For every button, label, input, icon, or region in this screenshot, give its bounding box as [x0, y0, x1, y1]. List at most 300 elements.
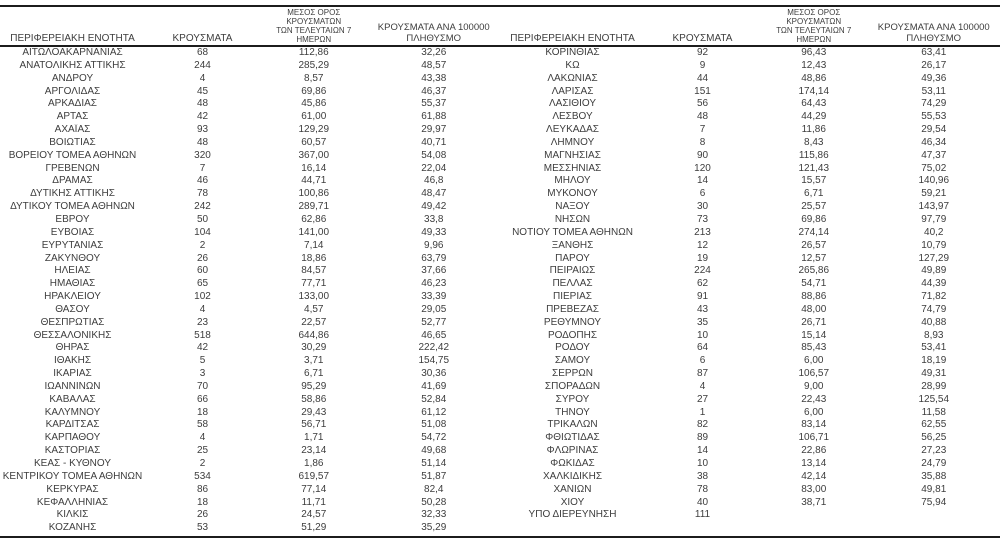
table-row	[0, 381, 500, 394]
avg7-cell: 26,57	[801, 239, 827, 251]
avg7-cell: 133,00	[298, 291, 330, 303]
region-cell: ΚΑΒΑΛΑΣ	[49, 393, 96, 405]
cases-cell: 87	[696, 368, 709, 380]
region-cell: ΠΡΕΒΕΖΑΣ	[546, 303, 599, 315]
per100k-cell: 32,33	[421, 509, 447, 521]
table-row	[500, 253, 1000, 266]
cases-cell: 42	[196, 342, 209, 354]
table-row	[500, 497, 1000, 510]
table-row	[0, 86, 500, 99]
header-region: ΠΕΡΙΦΕΡΕΙΑΚΗ ΕΝΟΤΗΤΑ	[510, 33, 635, 44]
cases-cell: 7	[199, 162, 206, 174]
table-row	[500, 291, 1000, 304]
table-row	[500, 432, 1000, 445]
cases-cell: 43	[696, 303, 709, 315]
table-row	[500, 304, 1000, 317]
table-left-panel	[0, 7, 500, 535]
per100k-cell: 44,39	[921, 278, 947, 290]
region-cell: ΗΛΕΙΑΣ	[54, 265, 91, 277]
cases-cell: 91	[696, 291, 709, 303]
avg7-cell: 11,86	[801, 124, 826, 136]
cases-cell: 50	[196, 213, 209, 225]
cases-cell: 4	[199, 432, 206, 444]
cases-cell: 40	[696, 496, 709, 508]
table-row	[0, 355, 500, 368]
table-row	[0, 291, 500, 304]
table-row	[500, 458, 1000, 471]
avg7-cell: 48,86	[801, 72, 827, 84]
per100k-cell: 52,84	[421, 393, 447, 405]
cases-cell: 62	[696, 278, 709, 290]
cases-cell: 48	[696, 111, 709, 123]
table-row	[500, 201, 1000, 214]
avg7-cell: 96,43	[801, 47, 827, 58]
region-cell: ΑΙΤΩΛΟΑΚΑΡΝΑΝΙΑΣ	[22, 47, 123, 58]
avg7-cell: 129,29	[298, 124, 330, 136]
region-cell: ΧΑΝΙΩΝ	[553, 483, 592, 495]
per100k-cell: 54,72	[421, 432, 447, 444]
per100k-cell: 18,19	[921, 355, 947, 367]
cases-cell: 65	[196, 278, 209, 290]
avg7-cell: 274,14	[798, 226, 830, 238]
per100k-cell: 75,94	[921, 496, 947, 508]
table-row	[0, 509, 500, 522]
per100k-cell: 51,87	[421, 470, 447, 482]
per100k-cell: 222,42	[418, 342, 450, 354]
table-row	[0, 73, 500, 86]
avg7-cell: 62,86	[301, 213, 327, 225]
avg7-cell: 265,86	[798, 265, 830, 277]
cases-cell: 35	[696, 316, 709, 328]
per100k-cell: 125,54	[918, 393, 950, 405]
region-cell: ΣΠΟΡΑΔΩΝ	[544, 380, 601, 392]
header-per100k-line1: ΚΡΟΥΣΜΑΤΑ ΑΝΑ 100000	[377, 22, 490, 33]
cases-cell: 56	[696, 98, 709, 110]
cases-cell: 14	[696, 445, 709, 457]
cases-cell: 244	[194, 59, 211, 71]
header-region: ΠΕΡΙΦΕΡΕΙΑΚΗ ΕΝΟΤΗΤΑ	[10, 33, 135, 44]
avg7-cell: 106,57	[798, 368, 830, 380]
table-row	[0, 188, 500, 201]
cases-cell: 3	[199, 368, 206, 380]
cases-cell: 25	[196, 445, 209, 457]
table-right-header-row	[500, 7, 1000, 47]
cases-cell: 68	[196, 47, 209, 58]
table-row	[500, 419, 1000, 432]
avg7-cell: 44,71	[301, 175, 327, 187]
region-cell: ΘΕΣΣΑΛΟΝΙΚΗΣ	[33, 329, 112, 341]
per100k-cell: 30,36	[421, 368, 447, 380]
per100k-cell: 29,54	[921, 124, 947, 136]
region-cell: ΕΥΒΟΙΑΣ	[50, 226, 95, 238]
region-cell: ΑΝΑΤΟΛΙΚΗΣ ΑΤΤΙΚΗΣ	[19, 59, 126, 71]
per100k-cell: 33,8	[424, 213, 444, 225]
region-cell: ΜΑΓΝΗΣΙΑΣ	[544, 149, 601, 161]
cases-cell: 66	[196, 393, 209, 405]
region-cell: ΑΧΑΪΑΣ	[54, 124, 91, 136]
per100k-cell: 27,23	[921, 445, 947, 457]
avg7-cell: 84,57	[301, 265, 327, 277]
avg7-cell: 83,00	[801, 483, 827, 495]
per100k-cell: 49,89	[921, 265, 947, 277]
cases-cell: 151	[694, 85, 711, 97]
region-cell: ΒΟΡΕΙΟΥ ΤΟΜΕΑ ΑΘΗΝΩΝ	[8, 149, 137, 161]
per100k-cell: 32,26	[421, 47, 447, 58]
avg7-cell: 18,86	[301, 252, 327, 264]
cases-cell: 64	[696, 342, 709, 354]
per100k-cell: 62,55	[921, 419, 947, 431]
table-row	[500, 368, 1000, 381]
per100k-cell: 51,14	[421, 458, 447, 469]
cases-cell: 10	[696, 458, 709, 469]
region-cell: ΡΕΘΥΜΝΟΥ	[543, 316, 602, 328]
table-row	[500, 240, 1000, 253]
table-row	[0, 163, 500, 176]
table-row	[0, 471, 500, 484]
per100k-cell: 41,69	[421, 380, 447, 392]
cases-cell: 46	[196, 175, 209, 187]
region-cell: ΔΥΤΙΚΟΥ ΤΟΜΕΑ ΑΘΗΝΩΝ	[10, 201, 135, 213]
region-cell: ΑΡΚΑΔΙΑΣ	[48, 98, 97, 110]
region-cell: ΒΟΙΩΤΙΑΣ	[49, 136, 96, 148]
avg7-cell: 48,00	[801, 303, 827, 315]
avg7-cell: 26,71	[801, 316, 827, 328]
cases-cell: 30	[696, 201, 709, 213]
region-cell: ΚΕΦΑΛΛΗΝΙΑΣ	[36, 496, 109, 508]
table-panels	[0, 7, 1000, 535]
per100k-cell: 35,29	[421, 522, 447, 534]
avg7-cell: 12,57	[801, 252, 827, 264]
avg7-cell: 112,86	[298, 47, 329, 58]
avg7-cell: 100,86	[298, 188, 330, 200]
region-cell: ΡΟΔΟΥ	[555, 342, 590, 354]
table-row	[0, 214, 500, 227]
region-cell: ΛΕΥΚΑΔΑΣ	[546, 124, 599, 136]
region-cell: ΚΑΡΔΙΤΣΑΣ	[45, 419, 100, 431]
avg7-cell: 174,14	[798, 85, 830, 97]
region-cell: ΚΑΣΤΟΡΙΑΣ	[44, 445, 101, 457]
region-cell: ΝΟΤΙΟΥ ΤΟΜΕΑ ΑΘΗΝΩΝ	[512, 226, 633, 238]
table-row	[0, 201, 500, 214]
per100k-cell: 61,12	[421, 406, 447, 418]
region-cell: ΘΑΣΟΥ	[55, 303, 90, 315]
per100k-cell: 33,39	[421, 291, 447, 303]
avg7-cell: 83,14	[801, 419, 827, 431]
table-row	[500, 317, 1000, 330]
avg7-cell: 22,57	[301, 316, 327, 328]
per100k-cell: 24,79	[921, 458, 947, 469]
region-cell: ΑΡΓΟΛΙΔΑΣ	[44, 85, 101, 97]
region-cell: ΙΘΑΚΗΣ	[53, 355, 92, 367]
table-row	[500, 509, 1000, 522]
cases-cell: 60	[196, 265, 209, 277]
avg7-cell: 38,71	[801, 496, 827, 508]
per100k-cell: 75,02	[921, 162, 947, 174]
avg7-cell: 77,14	[301, 483, 327, 495]
avg7-cell: 64,43	[801, 98, 827, 110]
region-cell: ΣΥΡΟΥ	[555, 393, 590, 405]
cases-cell: 58	[196, 419, 209, 431]
table-row	[500, 73, 1000, 86]
cases-cell: 38	[696, 470, 709, 482]
per100k-cell: 40,71	[421, 136, 447, 148]
table-row	[0, 317, 500, 330]
region-cell: ΧΙΟΥ	[560, 496, 585, 508]
table-row	[500, 278, 1000, 291]
avg7-cell: 16,14	[301, 162, 327, 174]
cases-cell: 89	[696, 432, 709, 444]
avg7-cell: 106,71	[798, 432, 830, 444]
avg7-cell: 24,57	[301, 509, 327, 521]
table-row	[0, 111, 500, 124]
table-row	[500, 330, 1000, 343]
table-row	[0, 330, 500, 343]
cases-cell: 102	[194, 291, 211, 303]
per100k-cell: 52,77	[421, 316, 447, 328]
avg7-cell: 44,29	[801, 111, 827, 123]
per100k-cell: 46,37	[421, 85, 447, 97]
region-cell: ΚΕΝΤΡΙΚΟΥ ΤΟΜΕΑ ΑΘΗΝΩΝ	[2, 470, 143, 482]
table-row	[500, 227, 1000, 240]
per100k-cell: 49,68	[421, 445, 447, 457]
per100k-cell: 40,88	[921, 316, 947, 328]
cases-cell: 104	[194, 226, 211, 238]
per100k-cell: 54,08	[421, 149, 447, 161]
table-row	[0, 98, 500, 111]
cases-cell: 14	[696, 175, 709, 187]
per100k-cell: 46,23	[421, 278, 447, 290]
avg7-cell: 42,14	[801, 470, 827, 482]
per100k-cell: 56,25	[921, 432, 947, 444]
cases-cell: 5	[199, 355, 206, 367]
cases-cell: 78	[196, 188, 209, 200]
avg7-cell: 69,86	[801, 213, 827, 225]
per100k-cell: 53,41	[921, 342, 947, 354]
region-cell: ΦΩΚΙΔΑΣ	[550, 458, 595, 469]
cases-cell: 518	[194, 329, 211, 341]
table-row	[0, 150, 500, 163]
per100k-cell: 55,37	[421, 98, 447, 110]
header-avg7	[760, 8, 868, 45]
per100k-cell: 63,79	[421, 252, 447, 264]
region-cell: ΑΝΔΡΟΥ	[51, 72, 94, 84]
per100k-cell: 49,42	[421, 201, 447, 213]
per100k-cell: 29,97	[421, 124, 447, 136]
cases-cell: 44	[696, 72, 709, 84]
region-cell: ΙΚΑΡΙΑΣ	[53, 368, 92, 380]
region-cell: ΜΗΛΟΥ	[554, 175, 591, 187]
table-row	[0, 342, 500, 355]
cases-cell: 1	[699, 406, 706, 418]
avg7-cell: 58,86	[301, 393, 327, 405]
table-row	[0, 60, 500, 73]
region-cell: ΠΕΛΛΑΣ	[552, 278, 593, 290]
table-row	[500, 214, 1000, 227]
region-cell: ΗΜΑΘΙΑΣ	[49, 278, 96, 290]
cases-cell: 70	[196, 380, 209, 392]
per100k-cell: 35,88	[921, 470, 947, 482]
table-row	[500, 137, 1000, 150]
cases-cell: 48	[196, 136, 209, 148]
region-cell: ΓΡΕΒΕΝΩΝ	[45, 162, 100, 174]
per100k-cell: 40,2	[924, 226, 944, 238]
region-cell: ΚΑΡΠΑΘΟΥ	[44, 432, 101, 444]
avg7-cell: 88,86	[801, 291, 827, 303]
avg7-cell: 22,86	[801, 445, 827, 457]
avg7-cell: 285,29	[298, 59, 330, 71]
region-cell: ΜΕΣΣΗΝΙΑΣ	[543, 162, 602, 174]
table-row	[500, 381, 1000, 394]
region-cell: ΙΩΑΝΝΙΝΩΝ	[44, 380, 101, 392]
table-row	[0, 253, 500, 266]
avg7-cell: 60,57	[301, 136, 327, 148]
avg7-cell: 644,86	[298, 329, 330, 341]
region-cell: ΔΥΤΙΚΗΣ ΑΤΤΙΚΗΣ	[30, 188, 115, 200]
region-cell: ΠΙΕΡΙΑΣ	[553, 291, 592, 303]
per100k-cell: 53,11	[921, 85, 946, 97]
avg7-cell: 51,29	[301, 522, 327, 534]
avg7-cell: 15,14	[801, 329, 827, 341]
per100k-cell: 37,66	[421, 265, 447, 277]
per100k-cell: 59,21	[921, 188, 947, 200]
avg7-cell: 121,43	[798, 162, 830, 174]
table-row	[500, 445, 1000, 458]
table-row	[500, 265, 1000, 278]
per100k-cell: 46,65	[421, 329, 447, 341]
region-cell: ΘΕΣΠΡΩΤΙΑΣ	[40, 316, 105, 328]
per100k-cell: 71,82	[921, 291, 947, 303]
avg7-cell: 29,43	[301, 406, 327, 418]
per100k-cell: 74,29	[921, 98, 947, 110]
table-row	[0, 265, 500, 278]
avg7-cell: 9,00	[804, 380, 824, 392]
cases-cell: 86	[196, 483, 209, 495]
avg7-cell: 23,14	[301, 445, 327, 457]
header-per100k-line2: ΠΛΗΘΥΣΜΟ	[906, 32, 962, 44]
header-per100k-line1: ΚΡΟΥΣΜΑΤΑ ΑΝΑ 100000	[877, 22, 990, 33]
avg7-cell: 289,71	[298, 201, 330, 213]
table-row	[500, 60, 1000, 73]
region-cell: ΝΑΞΟΥ	[555, 201, 590, 213]
region-cell: ΑΡΤΑΣ	[56, 111, 89, 123]
cases-cell: 23	[196, 316, 209, 328]
avg7-cell: 8,57	[304, 72, 324, 84]
table-row	[500, 394, 1000, 407]
table-row	[0, 394, 500, 407]
table-row	[0, 240, 500, 253]
table-row	[500, 355, 1000, 368]
cases-cell: 19	[696, 252, 709, 264]
per100k-cell: 28,99	[921, 380, 947, 392]
cases-cell: 78	[696, 483, 709, 495]
region-cell: ΘΗΡΑΣ	[55, 342, 90, 354]
table-row	[0, 175, 500, 188]
region-cell: ΚΟΡΙΝΘΙΑΣ	[545, 47, 600, 58]
region-cell: ΕΥΡΥΤΑΝΙΑΣ	[41, 239, 104, 251]
cases-cell: 90	[696, 149, 709, 161]
region-cell: ΣΑΜΟΥ	[554, 355, 591, 367]
cases-cell: 93	[196, 124, 209, 136]
cases-cell: 26	[196, 252, 209, 264]
region-cell: ΕΒΡΟΥ	[55, 213, 90, 225]
avg7-cell: 6,00	[804, 355, 824, 367]
table-row	[500, 342, 1000, 355]
per100k-cell: 9,96	[424, 239, 444, 251]
cases-cell: 4	[699, 380, 706, 392]
per100k-cell: 48,57	[421, 59, 447, 71]
per100k-cell: 46,34	[921, 136, 947, 148]
avg7-cell: 619,57	[298, 470, 330, 482]
header-avg7-line1: ΜΕΣΟΣ ΟΡΟΣ ΚΡΟΥΣΜΑΤΩΝ	[786, 8, 842, 26]
avg7-cell: 54,71	[801, 278, 827, 290]
table-row	[500, 407, 1000, 420]
table-row	[0, 432, 500, 445]
region-cell: ΛΗΜΝΟΥ	[550, 136, 595, 148]
table-row	[0, 445, 500, 458]
per100k-cell: 154,75	[418, 355, 450, 367]
per100k-cell: 51,08	[421, 419, 447, 431]
table-row	[500, 150, 1000, 163]
region-cell: ΚΕΑΣ - ΚΥΘΝΟΥ	[34, 458, 111, 469]
per100k-cell: 49,33	[421, 226, 447, 238]
region-cell: ΣΕΡΡΩΝ	[552, 368, 593, 380]
per100k-cell: 143,97	[918, 201, 950, 213]
avg7-cell: 15,57	[801, 175, 827, 187]
cases-cell: 6	[699, 355, 706, 367]
header-per100k	[368, 23, 501, 45]
table-row	[0, 47, 500, 60]
table-row	[500, 111, 1000, 124]
per100k-cell: 97,79	[921, 213, 947, 225]
region-cell: ΦΘΙΩΤΙΔΑΣ	[545, 432, 600, 444]
region-cell: ΛΕΣΒΟΥ	[552, 111, 593, 123]
header-cases: ΚΡΟΥΣΜΑΤΑ	[672, 33, 733, 44]
avg7-cell: 141,00	[298, 226, 330, 238]
avg7-cell: 115,86	[798, 149, 829, 161]
cases-cell: 10	[696, 329, 709, 341]
region-cell: ΚΟΖΑΝΗΣ	[48, 522, 97, 534]
cases-cell: 7	[699, 124, 706, 136]
bottom-rule	[0, 536, 1000, 538]
avg7-cell: 6,00	[804, 406, 824, 418]
table-left-header-row	[0, 7, 500, 47]
region-cell: ΗΡΑΚΛΕΙΟΥ	[44, 291, 101, 303]
avg7-cell: 4,57	[304, 303, 324, 315]
cases-cell: 27	[696, 393, 709, 405]
table-row	[500, 98, 1000, 111]
region-cell: ΧΑΛΚΙΔΙΚΗΣ	[543, 470, 602, 482]
avg7-cell: 8,43	[804, 136, 824, 148]
avg7-cell: 3,71	[304, 355, 324, 367]
cases-cell: 2	[199, 458, 206, 469]
region-cell: ΚΩ	[565, 59, 580, 71]
table-row	[0, 407, 500, 420]
region-cell: ΦΛΩΡΙΝΑΣ	[546, 445, 599, 457]
avg7-cell: 85,43	[801, 342, 827, 354]
table-row	[500, 175, 1000, 188]
per100k-cell: 49,31	[921, 368, 947, 380]
region-cell: ΛΑΚΩΝΙΑΣ	[547, 72, 598, 84]
region-cell: ΤΡΙΚΑΛΩΝ	[547, 419, 598, 431]
per100k-cell: 63,41	[921, 47, 947, 58]
avg7-cell: 95,29	[301, 380, 327, 392]
region-cell: ΡΟΔΟΠΗΣ	[547, 329, 598, 341]
avg7-cell: 69,86	[301, 85, 327, 97]
region-cell: ΜΥΚΟΝΟΥ	[547, 188, 598, 200]
per100k-cell: 11,58	[921, 406, 946, 418]
region-cell: ΚΕΡΚΥΡΑΣ	[46, 483, 99, 495]
cases-cell: 320	[194, 149, 211, 161]
